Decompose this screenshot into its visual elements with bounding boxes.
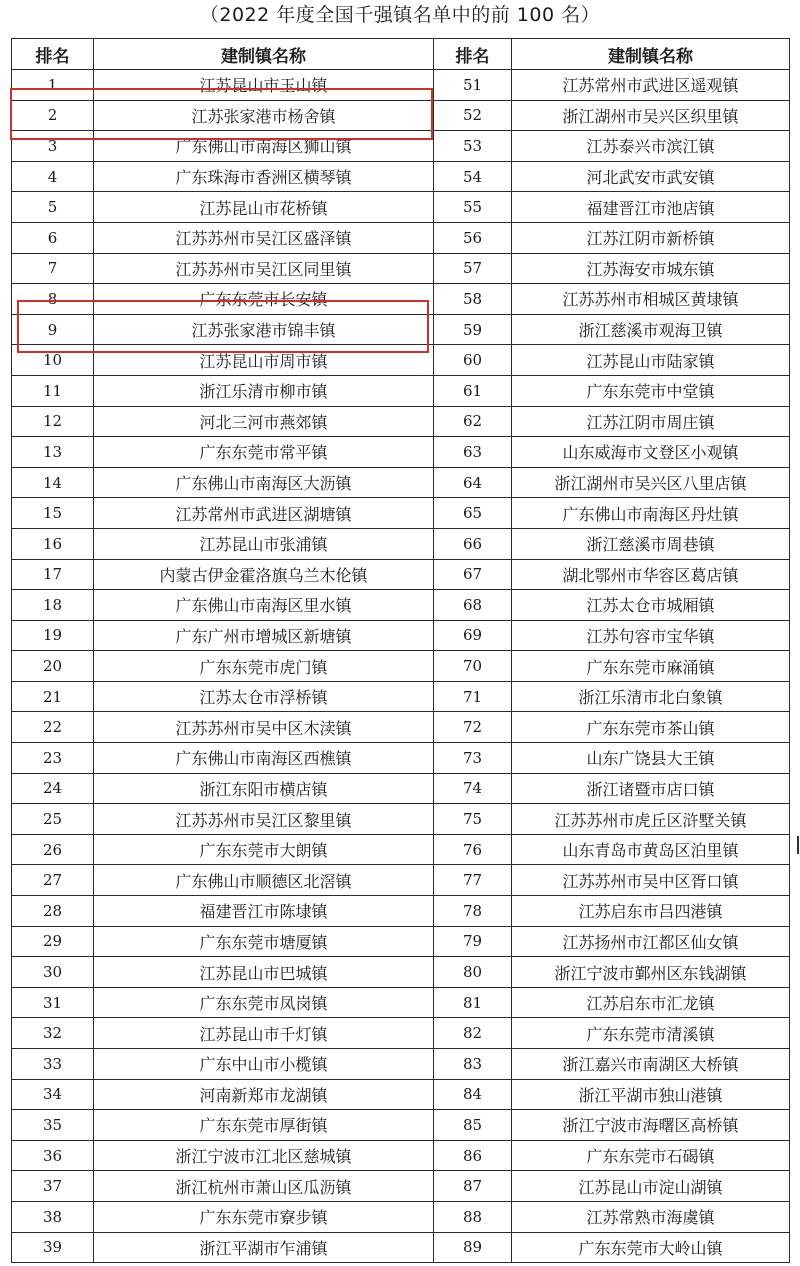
rank-cell: 24 <box>12 773 94 804</box>
rank-cell: 6 <box>12 222 94 253</box>
town-name-cell: 浙江嘉兴市南湖区大桥镇 <box>512 1049 790 1080</box>
town-name-cell: 江苏常熟市海虞镇 <box>512 1201 790 1232</box>
table-row <box>12 345 790 376</box>
town-name-cell: 广东东莞市石碣镇 <box>512 1140 790 1171</box>
town-name-cell: 广东东莞市大岭山镇 <box>512 1232 790 1263</box>
rank-cell: 11 <box>12 375 94 406</box>
table-row <box>12 70 790 101</box>
rank-cell: 26 <box>12 834 94 865</box>
town-name-cell: 江苏太仓市浮桥镇 <box>94 681 434 712</box>
rank-cell: 39 <box>12 1232 94 1263</box>
header-name-right: 建制镇名称 <box>512 39 790 70</box>
table-row <box>12 1201 790 1232</box>
table-row <box>12 1018 790 1049</box>
table-row <box>12 1232 790 1263</box>
rank-cell: 73 <box>434 743 512 774</box>
rank-cell: 67 <box>434 559 512 590</box>
town-name-cell: 福建晋江市陈埭镇 <box>94 896 434 927</box>
table-row <box>12 467 790 498</box>
table-row <box>12 161 790 192</box>
rank-cell: 37 <box>12 1171 94 1202</box>
header-name-left: 建制镇名称 <box>94 39 434 70</box>
table-row <box>12 651 790 682</box>
rank-cell: 61 <box>434 375 512 406</box>
town-name-cell: 江苏昆山市巴城镇 <box>94 957 434 988</box>
rank-cell: 58 <box>434 284 512 315</box>
rank-cell: 55 <box>434 192 512 223</box>
rank-cell: 65 <box>434 498 512 529</box>
rank-cell: 34 <box>12 1079 94 1110</box>
rank-cell: 15 <box>12 498 94 529</box>
town-name-cell: 江苏苏州市虎丘区浒墅关镇 <box>512 804 790 835</box>
rank-cell: 84 <box>434 1079 512 1110</box>
rank-cell: 56 <box>434 222 512 253</box>
rank-cell: 69 <box>434 620 512 651</box>
rank-cell: 8 <box>12 284 94 315</box>
table-row <box>12 743 790 774</box>
rank-cell: 89 <box>434 1232 512 1263</box>
rank-cell: 63 <box>434 437 512 468</box>
town-name-cell: 浙江诸暨市店口镇 <box>512 773 790 804</box>
table-row <box>12 131 790 162</box>
town-name-cell: 浙江宁波市鄞州区东钱湖镇 <box>512 957 790 988</box>
town-name-cell: 广东东莞市塘厦镇 <box>94 926 434 957</box>
town-name-cell: 广东佛山市南海区大沥镇 <box>94 467 434 498</box>
town-name-cell: 江苏昆山市花桥镇 <box>94 192 434 223</box>
town-name-cell: 江苏昆山市玉山镇 <box>94 70 434 101</box>
rank-cell: 14 <box>12 467 94 498</box>
town-name-cell: 江苏昆山市周市镇 <box>94 345 434 376</box>
town-ranking-table <box>11 38 790 1263</box>
table-row <box>12 957 790 988</box>
table-row <box>12 375 790 406</box>
rank-cell: 83 <box>434 1049 512 1080</box>
rank-cell: 62 <box>434 406 512 437</box>
table-row <box>12 284 790 315</box>
rank-cell: 77 <box>434 865 512 896</box>
town-name-cell: 广东中山市小榄镇 <box>94 1049 434 1080</box>
rank-cell: 5 <box>12 192 94 223</box>
table-row <box>12 437 790 468</box>
rank-cell: 81 <box>434 987 512 1018</box>
town-name-cell: 浙江宁波市海曙区高桥镇 <box>512 1110 790 1141</box>
table-row <box>12 712 790 743</box>
town-name-cell: 浙江东阳市横店镇 <box>94 773 434 804</box>
table-row <box>12 100 790 131</box>
town-name-cell: 河北三河市燕郊镇 <box>94 406 434 437</box>
town-name-cell: 江苏昆山市陆家镇 <box>512 345 790 376</box>
town-name-cell: 广东佛山市南海区丹灶镇 <box>512 498 790 529</box>
rank-cell: 16 <box>12 528 94 559</box>
town-name-cell: 浙江宁波市江北区慈城镇 <box>94 1140 434 1171</box>
rank-cell: 10 <box>12 345 94 376</box>
town-name-cell: 广东佛山市南海区里水镇 <box>94 590 434 621</box>
town-name-cell: 江苏苏州市吴中区胥口镇 <box>512 865 790 896</box>
rank-cell: 25 <box>12 804 94 835</box>
town-name-cell: 广东东莞市麻涌镇 <box>512 651 790 682</box>
town-name-cell: 江苏扬州市江都区仙女镇 <box>512 926 790 957</box>
town-name-cell: 广东东莞市厚街镇 <box>94 1110 434 1141</box>
rank-cell: 36 <box>12 1140 94 1171</box>
town-name-cell: 广东珠海市香洲区横琴镇 <box>94 161 434 192</box>
rank-cell: 21 <box>12 681 94 712</box>
town-name-cell: 浙江慈溪市观海卫镇 <box>512 314 790 345</box>
town-name-cell: 广东佛山市顺德区北滘镇 <box>94 865 434 896</box>
table-row <box>12 804 790 835</box>
town-name-cell: 广东东莞市茶山镇 <box>512 712 790 743</box>
rank-cell: 87 <box>434 1171 512 1202</box>
town-name-cell: 广东东莞市长安镇 <box>94 284 434 315</box>
rank-cell: 3 <box>12 131 94 162</box>
rank-cell: 12 <box>12 406 94 437</box>
town-name-cell: 浙江乐清市北白象镇 <box>512 681 790 712</box>
town-name-cell: 广东东莞市寮步镇 <box>94 1201 434 1232</box>
town-name-cell: 广东佛山市南海区西樵镇 <box>94 743 434 774</box>
table-row <box>12 681 790 712</box>
rank-cell: 19 <box>12 620 94 651</box>
town-name-cell: 江苏海安市城东镇 <box>512 253 790 284</box>
rank-cell: 68 <box>434 590 512 621</box>
rank-cell: 86 <box>434 1140 512 1171</box>
rank-cell: 4 <box>12 161 94 192</box>
rank-cell: 28 <box>12 896 94 927</box>
rank-cell: 2 <box>12 100 94 131</box>
rank-cell: 38 <box>12 1201 94 1232</box>
table-row <box>12 773 790 804</box>
town-name-cell: 广东东莞市虎门镇 <box>94 651 434 682</box>
table-row <box>12 590 790 621</box>
town-name-cell: 江苏泰兴市滨江镇 <box>512 131 790 162</box>
table-row <box>12 1171 790 1202</box>
rank-cell: 66 <box>434 528 512 559</box>
town-name-cell: 湖北鄂州市华容区葛店镇 <box>512 559 790 590</box>
town-name-cell: 江苏张家港市杨舍镇 <box>94 100 434 131</box>
rank-cell: 78 <box>434 896 512 927</box>
table-row <box>12 498 790 529</box>
rank-cell: 72 <box>434 712 512 743</box>
table-row <box>12 314 790 345</box>
rank-cell: 70 <box>434 651 512 682</box>
town-name-cell: 浙江慈溪市周巷镇 <box>512 528 790 559</box>
header-row <box>12 39 790 70</box>
scroll-edge-mark <box>797 836 799 854</box>
table-row <box>12 1110 790 1141</box>
town-name-cell: 浙江平湖市乍浦镇 <box>94 1232 434 1263</box>
table-row <box>12 620 790 651</box>
rank-cell: 17 <box>12 559 94 590</box>
town-name-cell: 浙江湖州市吴兴区织里镇 <box>512 100 790 131</box>
rank-cell: 18 <box>12 590 94 621</box>
rank-cell: 33 <box>12 1049 94 1080</box>
rank-cell: 88 <box>434 1201 512 1232</box>
town-name-cell: 山东威海市文登区小观镇 <box>512 437 790 468</box>
rank-cell: 29 <box>12 926 94 957</box>
town-name-cell: 江苏启东市吕四港镇 <box>512 896 790 927</box>
town-name-cell: 江苏句容市宝华镇 <box>512 620 790 651</box>
table-row <box>12 192 790 223</box>
town-name-cell: 江苏启东市汇龙镇 <box>512 987 790 1018</box>
rank-cell: 57 <box>434 253 512 284</box>
header-rank-left: 排名 <box>12 39 94 70</box>
rank-cell: 74 <box>434 773 512 804</box>
rank-cell: 85 <box>434 1110 512 1141</box>
rank-cell: 27 <box>12 865 94 896</box>
rank-cell: 13 <box>12 437 94 468</box>
town-name-cell: 浙江杭州市萧山区瓜沥镇 <box>94 1171 434 1202</box>
town-name-cell: 福建晋江市池店镇 <box>512 192 790 223</box>
rank-cell: 9 <box>12 314 94 345</box>
rank-cell: 54 <box>434 161 512 192</box>
table-title: （2022 年度全国千强镇名单中的前 100 名） <box>199 4 601 26</box>
table-row <box>12 253 790 284</box>
town-name-cell: 江苏太仓市城厢镇 <box>512 590 790 621</box>
town-name-cell: 江苏常州市武进区遥观镇 <box>512 70 790 101</box>
table-row <box>12 222 790 253</box>
town-name-cell: 山东青岛市黄岛区泊里镇 <box>512 834 790 865</box>
table-row <box>12 865 790 896</box>
rank-cell: 35 <box>12 1110 94 1141</box>
town-name-cell: 江苏苏州市吴江区盛泽镇 <box>94 222 434 253</box>
town-name-cell: 广东东莞市常平镇 <box>94 437 434 468</box>
rank-cell: 71 <box>434 681 512 712</box>
table-row <box>12 528 790 559</box>
rank-cell: 60 <box>434 345 512 376</box>
table-row <box>12 987 790 1018</box>
table-row <box>12 559 790 590</box>
town-name-cell: 浙江平湖市独山港镇 <box>512 1079 790 1110</box>
town-name-cell: 浙江湖州市吴兴区八里店镇 <box>512 467 790 498</box>
table-row <box>12 1140 790 1171</box>
town-name-cell: 内蒙古伊金霍洛旗乌兰木伦镇 <box>94 559 434 590</box>
rank-cell: 31 <box>12 987 94 1018</box>
table-row <box>12 834 790 865</box>
rank-cell: 52 <box>434 100 512 131</box>
table-row <box>12 896 790 927</box>
rank-cell: 1 <box>12 70 94 101</box>
town-name-cell: 广东佛山市南海区狮山镇 <box>94 131 434 162</box>
table-row <box>12 406 790 437</box>
town-name-cell: 广东广州市增城区新塘镇 <box>94 620 434 651</box>
town-name-cell: 江苏常州市武进区湖塘镇 <box>94 498 434 529</box>
rank-cell: 20 <box>12 651 94 682</box>
rank-cell: 76 <box>434 834 512 865</box>
town-name-cell: 江苏江阴市新桥镇 <box>512 222 790 253</box>
town-name-cell: 江苏昆山市千灯镇 <box>94 1018 434 1049</box>
rank-cell: 32 <box>12 1018 94 1049</box>
rank-cell: 7 <box>12 253 94 284</box>
header-rank-right: 排名 <box>434 39 512 70</box>
rank-cell: 80 <box>434 957 512 988</box>
rank-cell: 22 <box>12 712 94 743</box>
town-name-cell: 江苏昆山市张浦镇 <box>94 528 434 559</box>
rank-cell: 59 <box>434 314 512 345</box>
rank-cell: 53 <box>434 131 512 162</box>
town-name-cell: 广东东莞市凤岗镇 <box>94 987 434 1018</box>
rank-cell: 51 <box>434 70 512 101</box>
rank-cell: 64 <box>434 467 512 498</box>
town-name-cell: 江苏苏州市吴中区木渎镇 <box>94 712 434 743</box>
town-name-cell: 江苏苏州市相城区黄埭镇 <box>512 284 790 315</box>
town-name-cell: 江苏江阴市周庄镇 <box>512 406 790 437</box>
town-name-cell: 河南新郑市龙湖镇 <box>94 1079 434 1110</box>
town-name-cell: 浙江乐清市柳市镇 <box>94 375 434 406</box>
town-name-cell: 广东东莞市中堂镇 <box>512 375 790 406</box>
rank-cell: 82 <box>434 1018 512 1049</box>
table-row <box>12 926 790 957</box>
town-name-cell: 广东东莞市清溪镇 <box>512 1018 790 1049</box>
rank-cell: 30 <box>12 957 94 988</box>
town-name-cell: 江苏张家港市锦丰镇 <box>94 314 434 345</box>
town-name-cell: 江苏苏州市吴江区同里镇 <box>94 253 434 284</box>
town-name-cell: 山东广饶县大王镇 <box>512 743 790 774</box>
town-name-cell: 江苏苏州市吴江区黎里镇 <box>94 804 434 835</box>
town-name-cell: 广东东莞市大朗镇 <box>94 834 434 865</box>
town-name-cell: 河北武安市武安镇 <box>512 161 790 192</box>
table-row <box>12 1079 790 1110</box>
rank-cell: 75 <box>434 804 512 835</box>
rank-cell: 23 <box>12 743 94 774</box>
table-row <box>12 1049 790 1080</box>
town-name-cell: 江苏昆山市淀山湖镇 <box>512 1171 790 1202</box>
rank-cell: 79 <box>434 926 512 957</box>
